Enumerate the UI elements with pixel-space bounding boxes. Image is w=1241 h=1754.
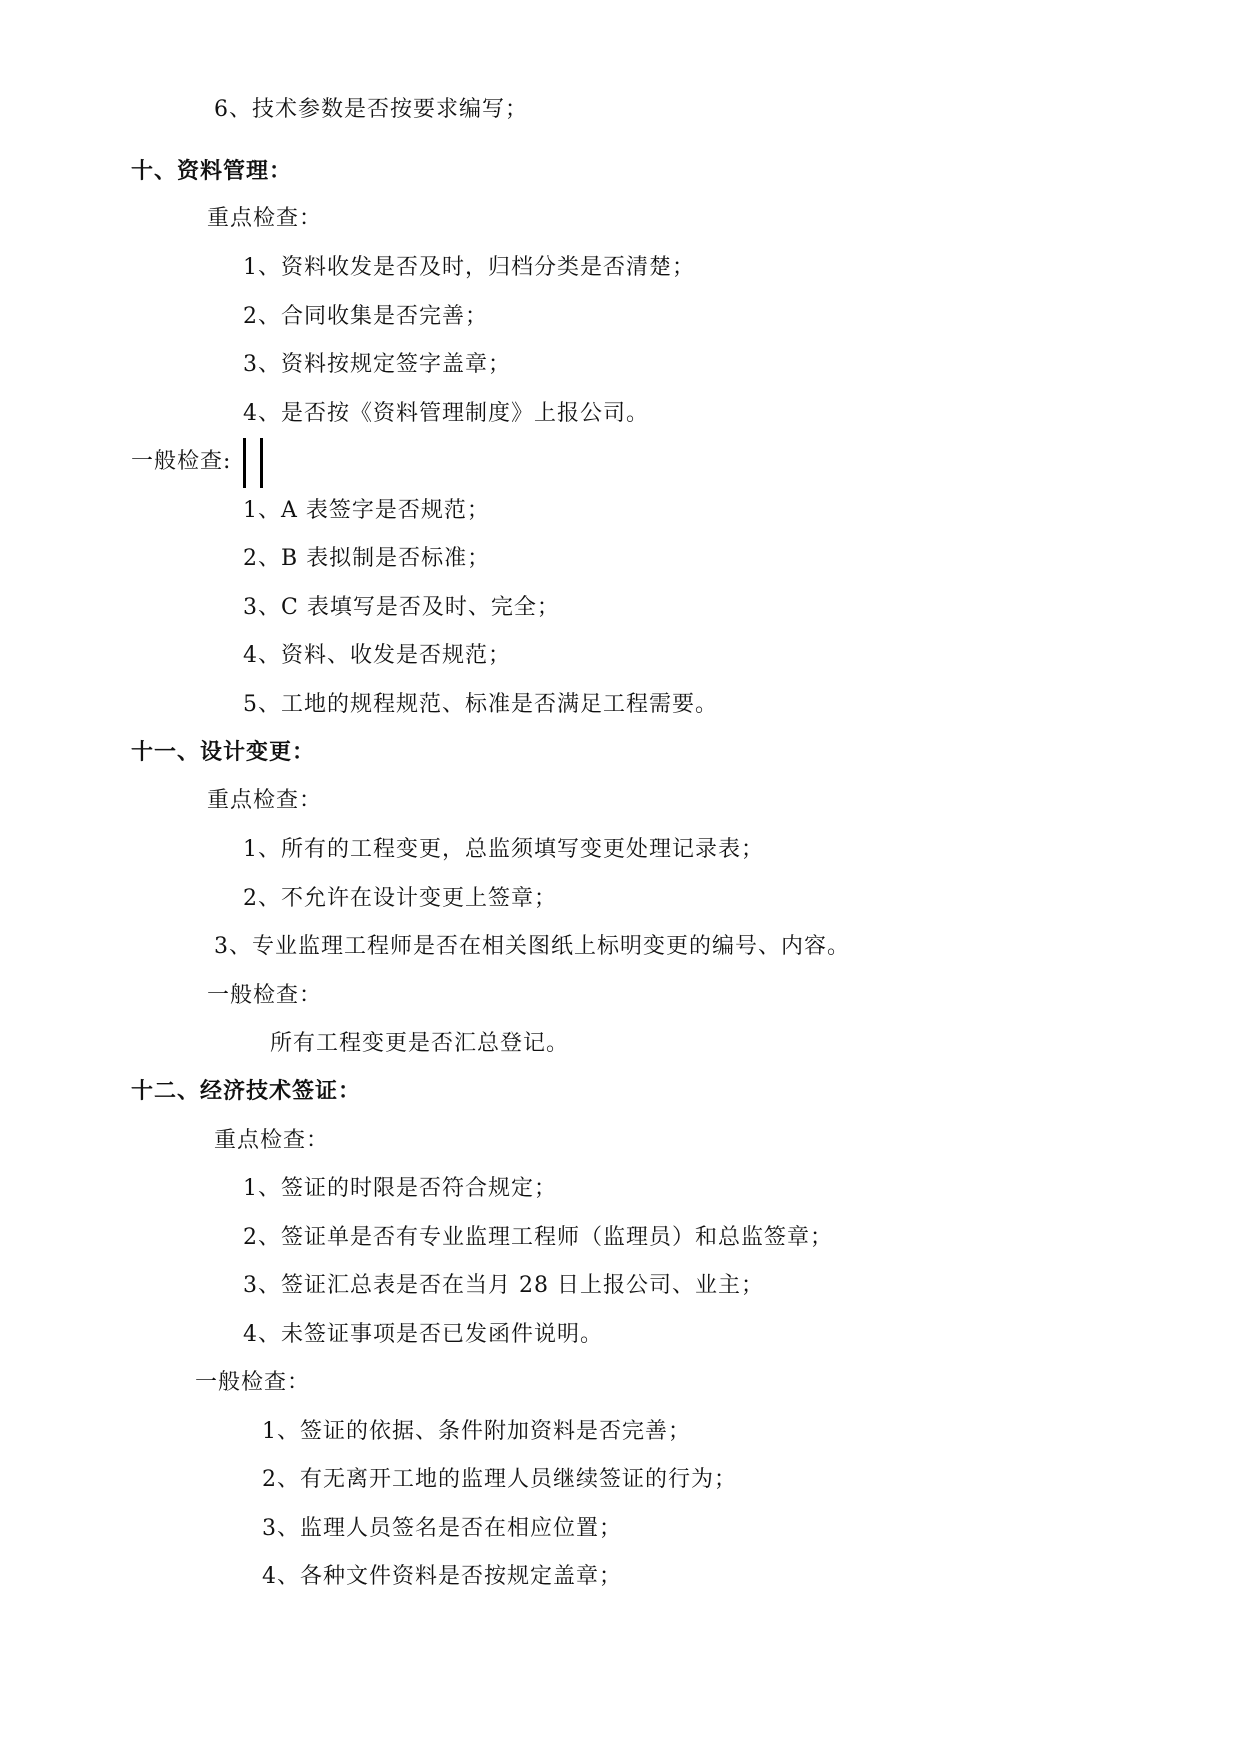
text-line: 所有工程变更是否汇总登记。	[270, 1031, 570, 1056]
text-line: 2、有无离开工地的监理人员继续签证的行为；	[262, 1467, 737, 1492]
text-line: 6、技术参数是否按要求编写；	[214, 97, 528, 122]
text-line: 2、不允许在设计变更上签章；	[243, 886, 557, 911]
text-line: 3、签证汇总表是否在当月 28 日上报公司、业主；	[243, 1273, 764, 1298]
text-line: 2、B 表拟制是否标准；	[243, 546, 491, 571]
text-line: 2、签证单是否有专业监理工程师（监理员）和总监签章；	[243, 1225, 833, 1250]
section-heading: 十一、设计变更：	[131, 740, 316, 765]
subheading: 重点检查：	[214, 1128, 330, 1153]
text-cursor	[243, 438, 246, 488]
text-line: 4、各种文件资料是否按规定盖章；	[262, 1564, 622, 1589]
text-line: 1、A 表签字是否规范；	[243, 498, 490, 523]
text-line: 1、资料收发是否及时，归档分类是否清楚；	[243, 255, 695, 280]
text-line: 1、所有的工程变更，总监须填写变更处理记录表；	[243, 837, 764, 862]
text-line: 5、工地的规程规范、标准是否满足工程需要。	[243, 692, 718, 717]
subheading: 一般检查：	[207, 983, 323, 1008]
text-line: 4、未签证事项是否已发函件说明。	[243, 1322, 603, 1347]
text-line: 1、签证的时限是否符合规定；	[243, 1176, 557, 1201]
text-line: 4、是否按《资料管理制度》上报公司。	[243, 401, 649, 426]
text-line: 3、C 表填写是否及时、完全；	[243, 595, 560, 620]
subheading: 重点检查：	[207, 206, 323, 231]
text-line: 4、资料、收发是否规范；	[243, 643, 511, 668]
text-line: 1、签证的依据、条件附加资料是否完善；	[262, 1419, 691, 1444]
subheading: 重点检查：	[207, 788, 323, 813]
section-heading: 十、资料管理：	[131, 159, 293, 184]
subheading: 一般检查：	[195, 1370, 311, 1395]
text-line: 3、专业监理工程师是否在相关图纸上标明变更的编号、内容。	[214, 934, 850, 959]
text-line: 3、监理人员签名是否在相应位置；	[262, 1516, 622, 1541]
text-line: 2、合同收集是否完善；	[243, 304, 488, 329]
subheading: 一般检查:	[131, 449, 232, 474]
text-line: 3、资料按规定签字盖章；	[243, 352, 511, 377]
text-cursor	[260, 438, 263, 488]
section-heading: 十二、经济技术签证：	[131, 1079, 362, 1104]
